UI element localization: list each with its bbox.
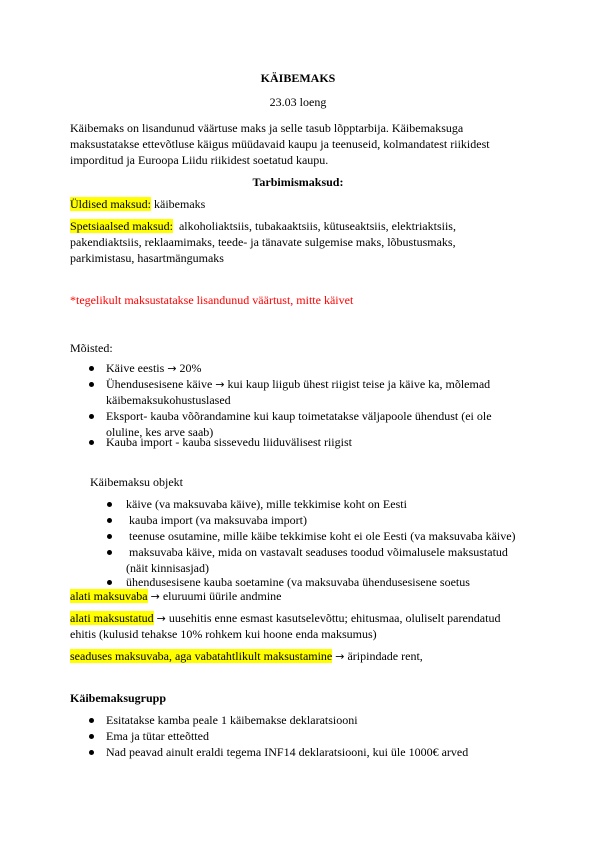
red-note: *tegelikult maksustatakse lisandunud väärtust, mitte käivet xyxy=(70,293,354,307)
alati-maksustatud-label: alati maksustatud xyxy=(70,611,154,625)
bullet-icon xyxy=(107,518,112,523)
vabatahtlik-text: äripindade rent, xyxy=(344,649,423,663)
arrow-right-icon: → xyxy=(150,590,160,603)
spetsiaalsed-maksud-line-3: parkimistasu, hasartmängumaks xyxy=(70,251,224,265)
yldised-maksud-text: käibemaks xyxy=(151,197,206,211)
lecture-date: 23.03 loeng xyxy=(269,95,327,109)
alati-maksustatud-line xyxy=(70,610,500,627)
bullet-icon xyxy=(107,502,112,507)
moisted-item-2-text: Ühendusesisene käive xyxy=(106,377,216,391)
yldised-maksud-label: Üldised maksud: xyxy=(70,197,151,211)
spetsiaalsed-maksud-line-1 xyxy=(70,218,456,234)
yldised-maksud-line xyxy=(70,196,205,212)
moisted-item-2-desc: kui kaup liigub ühest riigist teise ja käive ka, mõlemad xyxy=(224,377,491,391)
bullet-icon xyxy=(107,534,112,539)
arrow-right-icon: → xyxy=(167,362,177,375)
grupp-item-3: Nad peavad ainult eraldi tegema INF14 deklaratsiooni, kui üle 1000€ arved xyxy=(106,745,469,759)
moisted-item-1-value: 20% xyxy=(176,361,202,375)
objekt-heading: Käibemaksu objekt xyxy=(90,475,183,489)
bullet-icon xyxy=(89,750,94,755)
intro-line-1: Käibemaks on lisandunud väärtuse maks ja selle tasub lõpptarbija. Käibemaksuga xyxy=(70,121,464,135)
moisted-heading: Mõisted: xyxy=(70,341,113,355)
bullet-icon xyxy=(107,550,112,555)
alati-maksuvaba-label: alati maksuvaba xyxy=(70,589,148,603)
arrow-right-icon: → xyxy=(215,378,225,391)
bullet-icon xyxy=(89,414,94,419)
objekt-item-5: ühendusesisene kauba soetamine (va maksuvaba ühendusesisene soetus xyxy=(126,575,470,589)
spetsiaalsed-maksud-text: alkoholiaktsiis, tubakaaktsiis, kütuseaktsiis, elektriaktsiis, xyxy=(172,219,456,233)
spetsiaalsed-maksud-label: Spetsiaalsed maksud: xyxy=(70,219,173,233)
moisted-item-4: Kauba import - kauba sissevedu liiduvälisest riigist xyxy=(106,435,352,449)
bullet-icon xyxy=(89,718,94,723)
objekt-item-1: käive (va maksuvaba käive), mille tekkimise koht on Eesti xyxy=(126,497,407,511)
objekt-item-2: kauba import (va maksuvaba import) xyxy=(126,513,307,527)
moisted-item-3-line-2: oluline, kes arve saab) xyxy=(106,425,214,439)
alati-maksustatud-text: uusehitis enne esmast kasutselevõttu; ehitusmaa, oluliselt parendatud xyxy=(165,611,501,625)
tarbimismaksud-heading: Tarbimismaksud: xyxy=(252,175,344,189)
grupp-heading: Käibemaksugrupp xyxy=(70,691,167,705)
vabatahtlik-line xyxy=(70,648,423,665)
grupp-item-2: Ema ja tütar etteõtted xyxy=(106,729,209,743)
bullet-icon xyxy=(89,440,94,445)
objekt-item-4: maksuvaba käive, mida on vastavalt seaduses toodud võimalusele maksustatud xyxy=(126,545,508,559)
moisted-item-1-text: Käive eestis xyxy=(106,361,168,375)
bullet-icon xyxy=(89,734,94,739)
moisted-item-3: Eksport- kauba võõrandamine kui kaup toimetatakse väljapoole ühendust (ei ole xyxy=(106,409,492,423)
document-title: KÄIBEMAKS xyxy=(260,71,336,85)
grupp-item-1: Esitatakse kamba peale 1 käibemakse deklaratsiooni xyxy=(106,713,358,727)
alati-maksustatud-line-2: ehitis (kulusid tehakse 10% rohkem kui hoone enda maksumus) xyxy=(70,627,377,641)
bullet-icon xyxy=(89,366,94,371)
bullet-icon xyxy=(89,382,94,387)
alati-maksuvaba-text: eluruumi üürile andmine xyxy=(159,589,282,603)
spetsiaalsed-maksud-line-2: pakendiaktsiis, reklaamimaks, teede- ja tänavate sulgemise maks, lõbustusmaks, xyxy=(70,235,456,249)
objekt-item-4-line-2: (näit kinnisasjad) xyxy=(126,561,209,575)
arrow-right-icon: → xyxy=(335,650,345,663)
moisted-item-2 xyxy=(106,376,490,393)
alati-maksuvaba-line xyxy=(70,588,282,605)
intro-line-3: imporditud ja Euroopa Liidu riikidest soetatud kaupu. xyxy=(70,153,329,167)
objekt-item-3: teenuse osutamine, mille käibe tekkimise koht ei ole Eesti (va maksuvaba käive) xyxy=(126,529,516,543)
moisted-item-1 xyxy=(106,360,202,377)
moisted-item-2-line-2: käibemaksukohustuslased xyxy=(106,393,231,407)
vabatahtlik-label: seaduses maksuvaba, aga vabatahtlikult maksustamine xyxy=(70,649,333,663)
bullet-icon xyxy=(107,580,112,585)
arrow-right-icon: → xyxy=(156,612,166,625)
intro-line-2: maksustatakse ettevõtluse käigus müüdavaid kaupu ja teenuseid, kolmandatest riikidest xyxy=(70,137,490,151)
